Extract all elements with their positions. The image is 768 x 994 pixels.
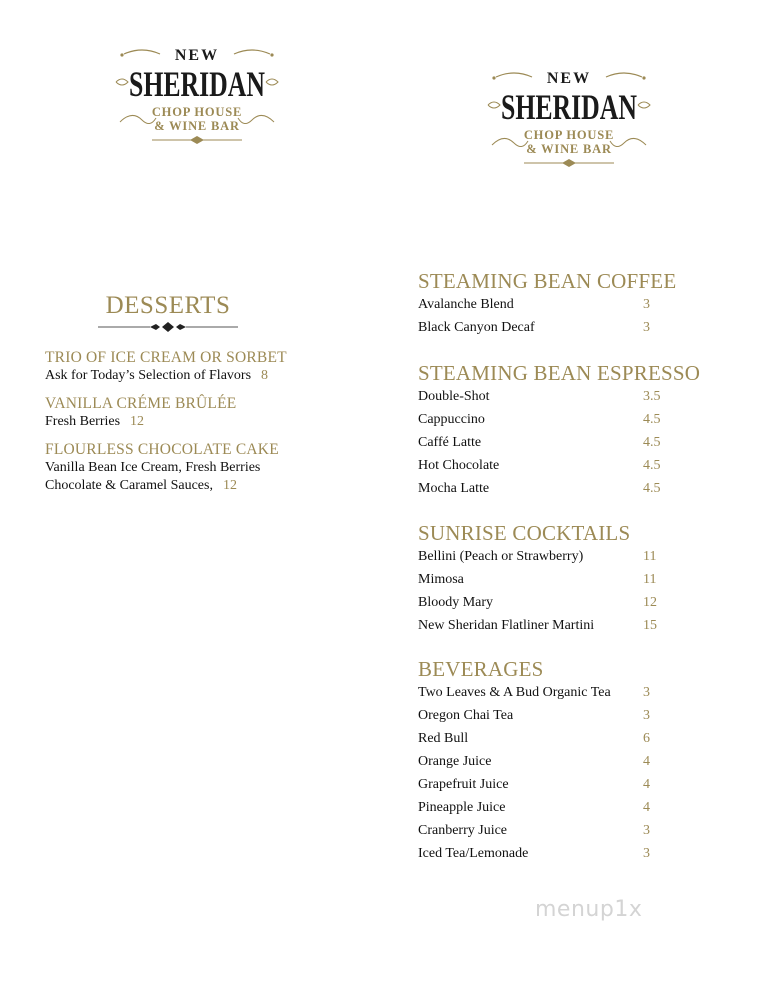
dessert-desc: Vanilla Bean Ice Cream, Fresh Berries [45,460,261,475]
section-title: STEAMING BEAN COFFEE [418,269,677,293]
svg-text:NEW: NEW [174,47,220,64]
menu-item-name: Mimosa [418,572,464,587]
dessert-desc-2: Chocolate & Caramel Sauces, [45,478,213,493]
menu-item-name: Orange Juice [418,754,492,769]
menu-item-name: Two Leaves & A Bud Organic Tea [418,685,611,700]
menu-item-name: Pineapple Juice [418,800,506,815]
dessert-name: FLOURLESS CHOCOLATE CAKE [45,441,279,458]
menu-item-price: 11 [643,572,657,587]
menu-item-name: Oregon Chai Tea [418,708,514,723]
menu-item-price: 3 [643,297,650,312]
svg-text:SHERIDAN: SHERIDAN [129,64,265,104]
section-title: SUNRISE COCKTAILS [418,521,631,545]
watermark: menup1x [535,897,643,922]
menu-item-price: 3 [643,708,650,723]
dessert-desc: Ask for Today’s Selection of Flavors [45,368,252,383]
menu-item-name: Cranberry Juice [418,823,508,838]
menu-item-name: Double-Shot [418,389,490,404]
svg-text:& WINE BAR: & WINE BAR [154,119,240,133]
dessert-desc: Fresh Berries [45,414,121,429]
section-title: STEAMING BEAN ESPRESSO [418,361,701,385]
menu-item-price: 4.5 [643,481,661,496]
svg-text:CHOP HOUSE: CHOP HOUSE [151,105,243,119]
logo-graphic [112,40,282,150]
menu-item-name: Iced Tea/Lemonade [418,846,529,861]
desserts-divider-ornament [98,320,238,334]
menu-item-price: 4.5 [643,435,661,450]
menu-item-price: 6 [643,731,650,746]
menu-item-price: 3 [643,823,650,838]
menu-item-name: Cappuccino [418,412,485,427]
menu-item-name: Bloody Mary [418,595,494,610]
menu-item-price: 4 [643,800,650,815]
menu-item-name: Black Canyon Decaf [418,320,535,335]
menu-item-name: Caffé Latte [418,435,482,450]
dessert-price: 12 [130,414,145,429]
menu-item-name: New Sheridan Flatliner Martini [418,618,595,633]
menu-item-name: Avalanche Blend [418,297,514,312]
menu-item-name: Mocha Latte [418,481,490,496]
svg-text:& WINE BAR: & WINE BAR [526,142,612,156]
logo-right [484,63,654,173]
menu-item-price: 4 [643,754,650,769]
logo-graphic [484,63,654,173]
desserts-title: DESSERTS [105,292,231,319]
svg-text:CHOP HOUSE: CHOP HOUSE [523,128,615,142]
menu-item-price: 4.5 [643,412,661,427]
svg-text:SHERIDAN: SHERIDAN [501,87,637,127]
dessert-name: TRIO OF ICE CREAM OR SORBET [45,349,287,366]
menu-item-name: Bellini (Peach or Strawberry) [418,549,584,564]
menu-item-price: 3 [643,846,650,861]
menu-item-price: 4 [643,777,650,792]
logo-left [112,40,282,150]
dessert-price: 12 [222,478,237,493]
menu-item-name: Grapefruit Juice [418,777,509,792]
svg-text:NEW: NEW [546,70,592,87]
menu-item-price: 12 [643,595,657,610]
dessert-price: 8 [261,368,269,383]
dessert-name: VANILLA CRÉME BRÛLÉE [45,395,237,412]
menu-item-price: 15 [643,618,657,633]
menu-item-price: 3.5 [643,389,661,404]
dessert-item-trio [45,349,287,385]
menu-item-price: 4.5 [643,458,661,473]
menu-item-price: 3 [643,685,650,700]
section-title: BEVERAGES [418,657,544,681]
menu-item-price: 11 [643,549,657,564]
dessert-item-creme-brulee [45,395,236,431]
menu-item-price: 3 [643,320,650,335]
menu-item-name: Hot Chocolate [418,458,500,473]
menu-item-name: Red Bull [418,731,469,746]
dessert-item-chocolate-cake [45,441,279,495]
